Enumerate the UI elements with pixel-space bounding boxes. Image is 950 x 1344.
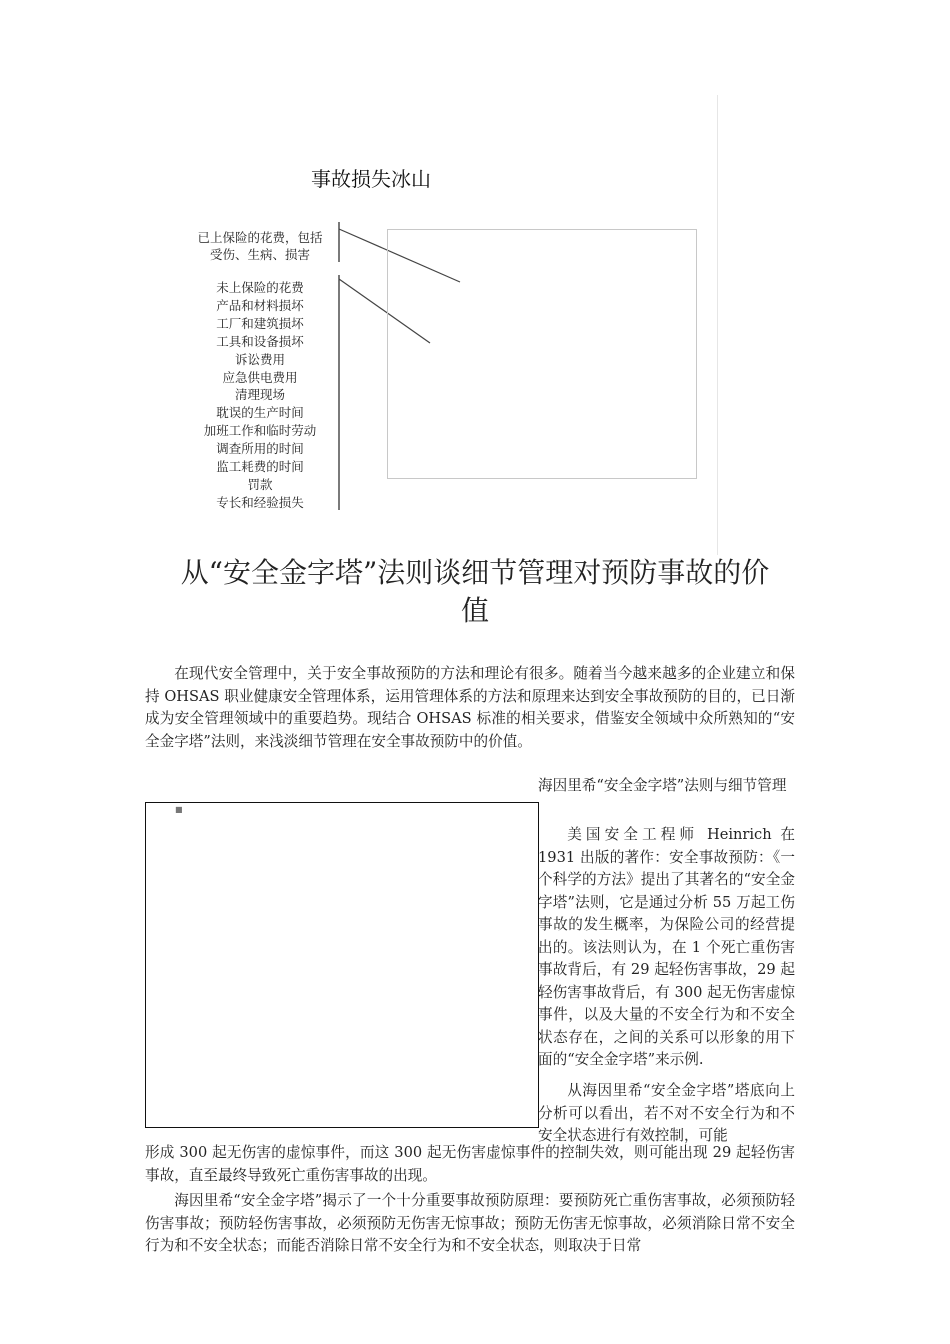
uninsured-item: 工具和设备损坏 (216, 333, 304, 349)
uninsured-item: 诉讼费用 (234, 351, 285, 367)
uninsured-item: 工厂和建筑损坏 (216, 315, 304, 331)
iceberg-title: 事故损失冰山 (311, 167, 431, 191)
section-heading: 海因里希“安全金字塔”法则与细节管理 (538, 777, 787, 794)
uninsured-item: 应急供电费用 (222, 369, 298, 385)
uninsured-costs-list (180, 279, 340, 512)
uninsured-item: 产品和材料损坏 (216, 297, 304, 313)
uninsured-item: 专长和经验损失 (216, 494, 304, 510)
heinrich-paragraph: 美国安全工程师 Heinrich 在 1931 出版的著作：安全事故预防：《一个科学的方法》提出了其著名的“安全金字塔”法则，它是通过分析 55 万起工伤事故的发生概率，为保险公司的经营提出的。该法则认为，在 1 个死亡重伤害事故背后，有 29 起轻伤害事故，29 起轻伤害事故背后，有 300 起无伤害虚惊事件，以及大量的不安全行为和不安全状态存在，之间的关系可以形象的用下面的“安全金字塔”来示例. (538, 826, 795, 1068)
analysis-paragraph-start: 从海因里希“安全金字塔”塔底向上分析可以看出，若不对不安全行为和不安全状态进行有效控制，可能 (538, 1082, 795, 1144)
uninsured-item: 调查所用的时间 (216, 441, 304, 457)
title-line-1: 从“安全金字塔”法则谈细节管理对预防事故的价 (180, 556, 770, 589)
uninsured-item: 监工耗费的时间 (216, 459, 304, 475)
page-divider-line (717, 95, 718, 555)
insured-costs-label (180, 229, 340, 263)
pyramid-figure-placeholder (145, 802, 539, 1128)
insured-line-1: 已上保险的花费，包括 (197, 230, 323, 245)
insured-line-2: 受伤、生病、损害 (209, 247, 310, 262)
uninsured-item: 加班工作和临时劳动 (203, 423, 317, 439)
figure-marker: ■ (175, 805, 183, 814)
intro-paragraph: 在现代安全管理中，关于安全事故预防的方法和理论有很多。随着当今越来越多的企业建立和保持 OHSAS 职业健康安全管理体系，运用管理体系的方法和原理来达到安全事故预防的目的，已日渐成为安全管理领域中的重要趋势。现结合 OHSAS 标准的相关要求，借鉴安全领域中众所熟知的“安全金字塔”法则，来浅淡细节管理在安全事故预防中的价值。 (145, 665, 795, 750)
uninsured-item: 耽误的生产时间 (216, 405, 304, 421)
iceberg-image-placeholder (387, 229, 697, 479)
uninsured-item: 未上保险的花费 (216, 280, 304, 295)
article-title (145, 554, 805, 630)
principle-paragraph: 海因里希“安全金字塔”揭示了一个十分重要事故预防原理：要预防死亡重伤害事故，必须预防轻伤害事故；预防轻伤害事故，必须预防无伤害无惊事故；预防无伤害无惊事故，必须消除日常不安全行为和不安全状态；而能否消除日常不安全行为和不安全状态，则取决于日常 (145, 1192, 795, 1254)
uninsured-item: 罚款 (247, 476, 273, 492)
analysis-paragraph-continued: 形成 300 起无伤害的虚惊事件，而这 300 起无伤害虚惊事件的控制失效，则可能出现 29 起轻伤害事故，直至最终导致死亡重伤害事故的出现。 (145, 1144, 795, 1184)
title-line-2: 值 (460, 594, 489, 627)
uninsured-item: 清理现场 (234, 387, 285, 403)
